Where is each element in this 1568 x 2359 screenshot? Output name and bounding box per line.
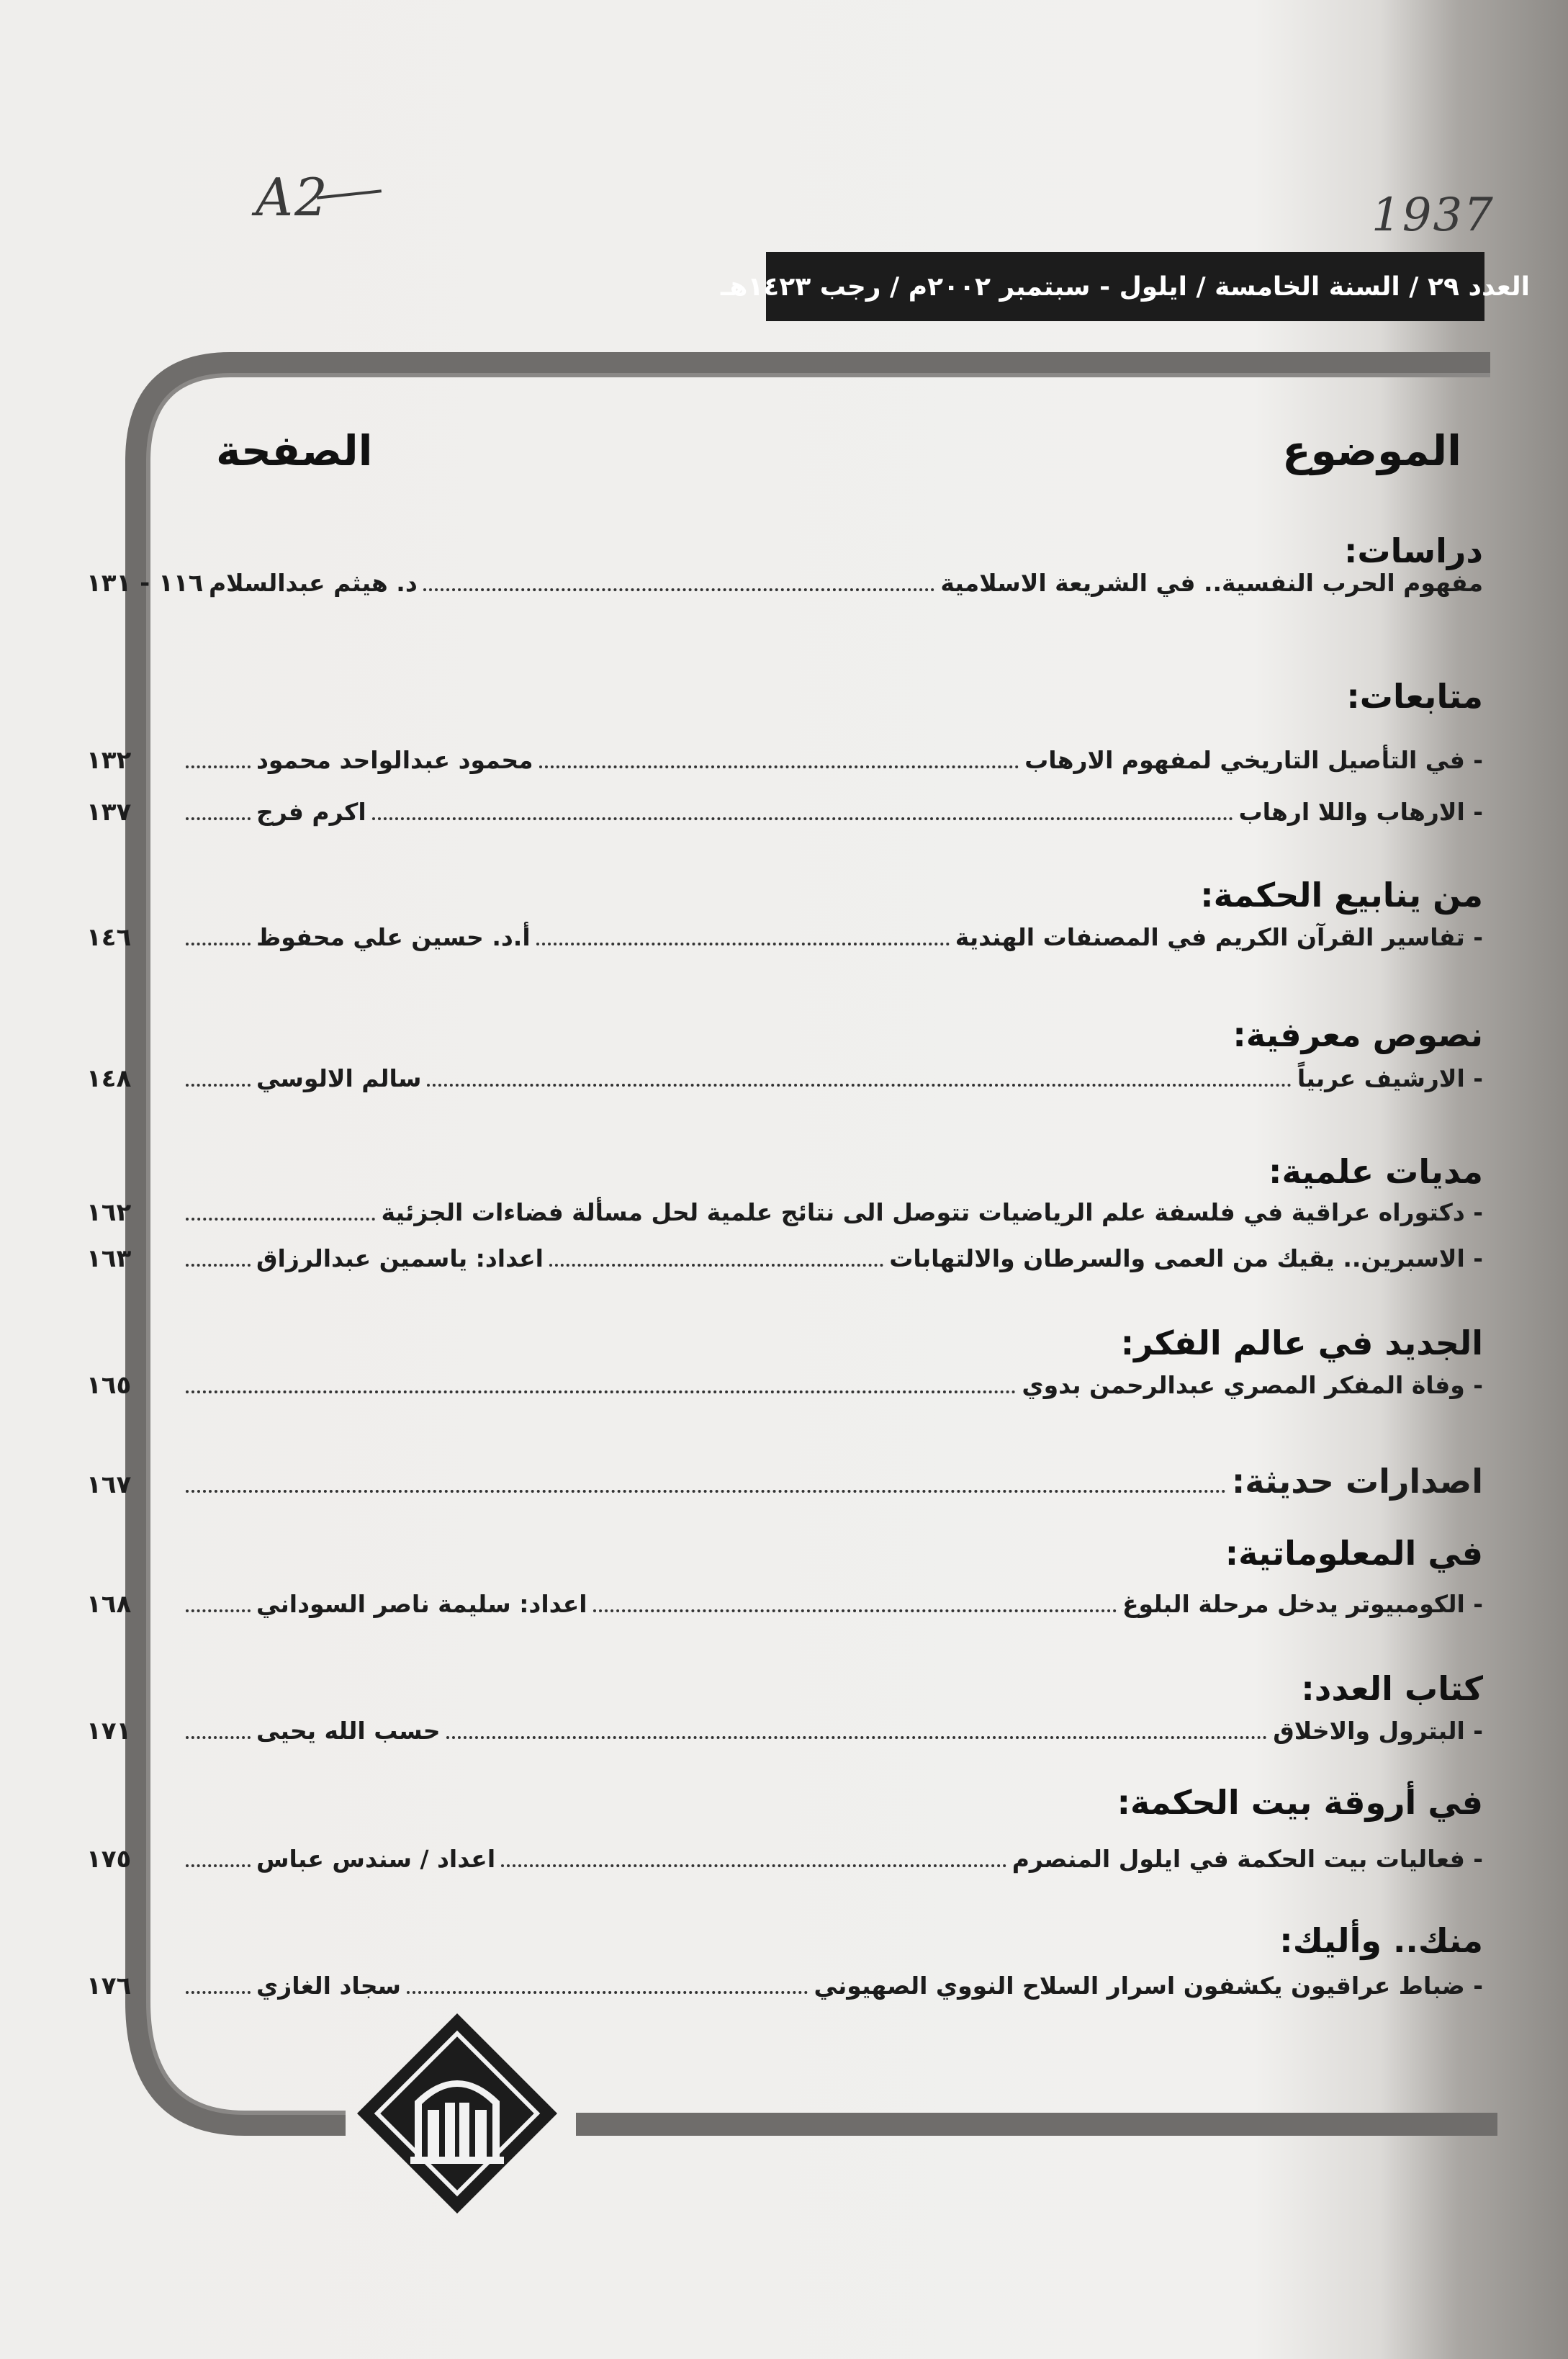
leader-dots — [446, 1736, 1268, 1739]
handwritten-note-left: A2 — [256, 167, 329, 228]
toc-entry[interactable] — [79, 1198, 1483, 1228]
toc-entry[interactable] — [79, 1717, 1483, 1746]
leader-dots — [407, 1991, 808, 1994]
entry-author: سالم الالوسي — [256, 1064, 422, 1092]
section-heading: دراسات: — [1344, 531, 1483, 570]
leader-dots — [427, 1084, 1291, 1087]
section-heading: مديات علمية: — [1269, 1152, 1483, 1191]
section-heading: متابعات: — [1346, 677, 1483, 716]
leader-dots — [186, 1390, 1016, 1393]
section-heading: اصدارات حديثة: — [1231, 1462, 1483, 1501]
leader-dots — [186, 1264, 251, 1267]
toc-entry[interactable] — [79, 746, 1483, 776]
leader-dots — [593, 1609, 1117, 1612]
leader-dots — [186, 1864, 251, 1867]
toc-entry[interactable] — [79, 798, 1483, 827]
section-heading: نصوص معرفية: — [1233, 1015, 1483, 1054]
entry-title: - دكتوراه عراقية في فلسفة علم الرياضيات تتوصل الى نتائج علمية لحل مسألة فضاءات الجزئية — [381, 1198, 1483, 1226]
entry-title: - الكومبيوتر يدخل مرحلة البلوغ — [1122, 1590, 1483, 1618]
toc-entry[interactable] — [79, 1845, 1483, 1874]
entry-title: - تفاسير القرآن الكريم في المصنفات الهندية — [955, 923, 1483, 951]
entry-title: - ضباط عراقيون يكشفون اسرار السلاح النووي الصهيوني — [814, 1972, 1483, 2000]
entry-page: ١١٦ - ١٣١ — [86, 569, 204, 598]
toc-entry[interactable] — [79, 1244, 1483, 1274]
entry-page: ١٣٢ — [86, 746, 132, 775]
entry-author: اعداد: ياسمين عبدالرزاق — [256, 1244, 544, 1272]
entry-title: - فعاليات بيت الحكمة في ايلول المنصرم — [1011, 1845, 1483, 1873]
entry-author: اعداد: سليمة ناصر السوداني — [256, 1590, 587, 1618]
entry-author: محمود عبدالواحد محمود — [256, 746, 533, 774]
entry-author: حسب الله يحيى — [256, 1717, 441, 1745]
handwritten-note-right: 1937 — [1371, 189, 1495, 242]
section-heading: منك.. وأليك: — [1279, 1921, 1483, 1960]
entry-title: - الاسبرين.. يقيك من العمى والسرطان والالتهابات — [889, 1244, 1483, 1272]
entry-page: ١٧٥ — [86, 1845, 132, 1874]
entry-author: د. هيثم عبدالسلام — [209, 569, 418, 597]
entry-page: ١٤٨ — [86, 1064, 132, 1093]
entry-author: اعداد / سندس عباس — [256, 1845, 496, 1873]
leader-dots — [423, 588, 935, 591]
column-header-page: الصفحة — [216, 426, 373, 475]
entry-page: ١٧٦ — [86, 1972, 132, 2000]
entry-title: - وفاة المفكر المصري عبدالرحمن بدوي — [1022, 1371, 1483, 1399]
entry-title: - في التأصيل التاريخي لمفهوم الارهاب — [1024, 746, 1483, 774]
toc-entry[interactable] — [79, 1462, 1483, 1503]
leader-dots — [549, 1264, 883, 1267]
leader-dots — [186, 1084, 251, 1087]
leader-dots — [186, 1991, 251, 1994]
toc-entry[interactable] — [79, 1972, 1483, 2001]
entry-author: أ.د. حسين علي محفوظ — [256, 923, 531, 951]
toc-entry[interactable] — [79, 923, 1483, 953]
entry-author: اكرم فرج — [256, 798, 366, 826]
section-heading: الجديد في عالم الفكر: — [1120, 1324, 1483, 1362]
leader-dots — [186, 943, 251, 945]
toc-entry[interactable] — [79, 1064, 1483, 1094]
leader-dots — [186, 765, 251, 768]
issue-line: العدد ٢٩ / السنة الخامسة / ايلول - سبتمبر ٢٠٠٢م / رجب ١٤٢٣هـ — [721, 271, 1530, 302]
entry-page: ١٦٥ — [86, 1371, 132, 1400]
leader-dots — [372, 817, 1233, 820]
entry-title: - الارشيف عربياً — [1297, 1064, 1483, 1092]
toc-entry[interactable] — [79, 569, 1483, 598]
leader-dots — [539, 765, 1019, 768]
toc-entry[interactable] — [79, 1590, 1483, 1619]
entry-author: سجاد الغازي — [256, 1972, 402, 2000]
entry-page: ١٦٧ — [86, 1470, 132, 1499]
leader-dots — [186, 1218, 375, 1221]
bayt-al-hikma-logo — [353, 2009, 562, 2218]
entry-title: مفهوم الحرب النفسية.. في الشريعة الاسلامية — [940, 569, 1483, 597]
section-heading: من ينابيع الحكمة: — [1200, 876, 1483, 915]
entry-page: ١٤٦ — [86, 923, 132, 952]
section-heading: في أروقة بيت الحكمة: — [1117, 1783, 1483, 1822]
section-heading: كتاب العدد: — [1301, 1669, 1483, 1708]
column-header-subject: الموضوع — [1282, 426, 1461, 475]
entry-title: - البترول والاخلاق — [1273, 1717, 1483, 1745]
leader-dots — [186, 1609, 251, 1612]
entry-title: - الارهاب واللا ارهاب — [1238, 798, 1483, 826]
leader-dots — [186, 1736, 251, 1739]
leader-dots — [186, 817, 251, 820]
entry-page: ١٧١ — [86, 1717, 132, 1745]
toc-entry[interactable] — [79, 1371, 1483, 1401]
entry-page: ١٦٢ — [86, 1198, 132, 1227]
entry-page: ١٦٨ — [86, 1590, 132, 1619]
leader-dots — [501, 1864, 1006, 1867]
entry-page: ١٦٣ — [86, 1244, 132, 1273]
section-heading: في المعلوماتية: — [1225, 1534, 1483, 1573]
leader-dots — [186, 1490, 1226, 1493]
entry-page: ١٣٧ — [86, 798, 132, 827]
leader-dots — [536, 943, 950, 945]
